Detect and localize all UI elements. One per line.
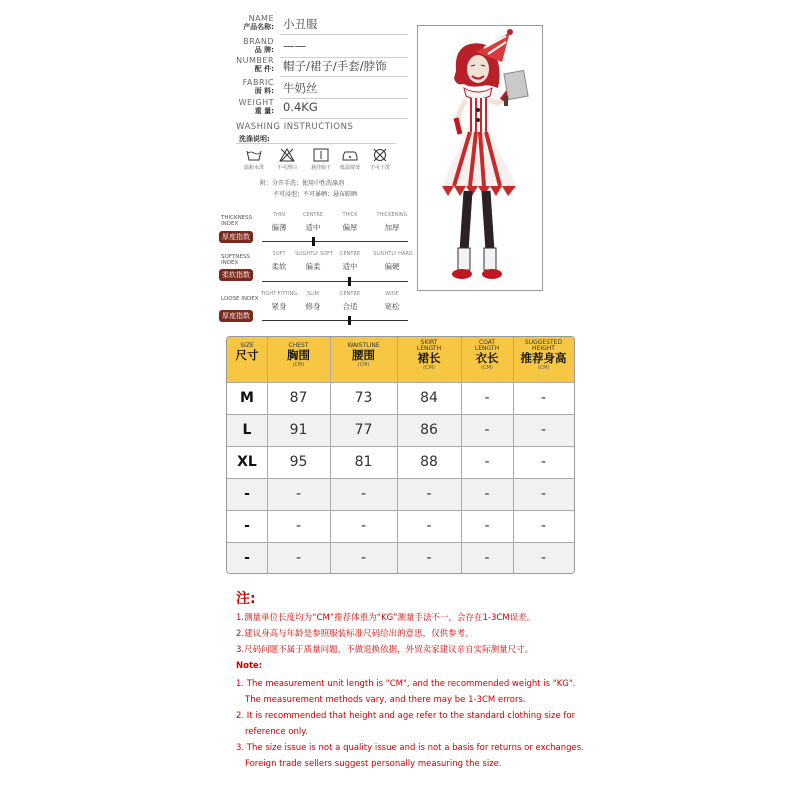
header-cn: 尺寸 bbox=[235, 348, 259, 362]
table-cell: 84 bbox=[420, 390, 438, 406]
scale-option-en: CENTRE bbox=[339, 291, 361, 297]
no-bleach-icon bbox=[279, 147, 295, 161]
info-label-cn: 品 牌: bbox=[254, 46, 274, 54]
softness-index-title: SOFTNESS INDEX bbox=[221, 254, 250, 266]
table-cell: - bbox=[360, 550, 367, 566]
scale-marker bbox=[312, 237, 315, 246]
notes-title-en: Note: bbox=[236, 661, 263, 671]
info-label-en: BRAND bbox=[243, 37, 274, 46]
table-cell: - bbox=[360, 486, 367, 502]
grid-line bbox=[227, 382, 574, 383]
info-label-en: WEIGHT bbox=[238, 98, 274, 107]
scale-option-cn: 紧身 bbox=[271, 302, 287, 311]
scale-option-cn: 偏柔 bbox=[305, 262, 321, 271]
table-cell: - bbox=[484, 422, 490, 438]
info-label-en: FABRIC bbox=[242, 78, 274, 87]
table-cell: - bbox=[426, 486, 432, 502]
table-row bbox=[227, 542, 574, 574]
info-row-number bbox=[232, 56, 412, 78]
note-en-block bbox=[236, 676, 584, 772]
header-cn: 推荐身高 bbox=[520, 351, 567, 365]
thickness-index-title: THICKNESS INDEX bbox=[221, 215, 253, 227]
header-en: SUGGESTED HEIGHT bbox=[524, 339, 563, 352]
grid-line bbox=[227, 478, 574, 479]
divider bbox=[280, 76, 408, 77]
table-cell: - bbox=[295, 550, 302, 566]
grid-line bbox=[330, 337, 331, 573]
scale-option-en: THICKENING bbox=[376, 212, 408, 218]
grid-line bbox=[227, 414, 574, 415]
loose-index-badge: 厚度指数 bbox=[219, 310, 253, 322]
divider bbox=[280, 34, 408, 35]
table-cell: - bbox=[540, 518, 547, 534]
scale-option-cn: 宽松 bbox=[384, 302, 400, 311]
scale-option-en: CENTRE bbox=[302, 212, 324, 218]
scale-option-cn: 柔软 bbox=[271, 262, 287, 271]
note-en-line: 1. The measurement unit length is "CM", and the recommended weight is "KG". bbox=[236, 679, 576, 689]
table-cell: - bbox=[540, 486, 547, 502]
table-header bbox=[227, 337, 574, 382]
header-unit: (CM) bbox=[292, 362, 305, 368]
scale-option-en: THIN bbox=[272, 212, 286, 218]
grid-line bbox=[227, 510, 574, 511]
table-header-cell bbox=[330, 337, 397, 382]
scale-bar bbox=[262, 320, 408, 321]
table-cell: 95 bbox=[289, 454, 308, 470]
note-en-line: reference only. bbox=[245, 727, 308, 737]
thickness-index-badge: 厚度指数 bbox=[219, 231, 253, 243]
table-cell: 87 bbox=[289, 390, 308, 406]
table-cell: - bbox=[484, 390, 490, 406]
size-table bbox=[226, 336, 575, 574]
note-en-line: Foreign trade sellers suggest personally measuring the size. bbox=[245, 759, 502, 769]
scale-option-en: SLIGHTLY SOFT bbox=[295, 251, 333, 257]
note-cn-line: 3.尺码问题不属于质量问题，不做退换依据，外贸卖家建议亲自实际测量尺寸。 bbox=[236, 645, 534, 655]
table-cell: - bbox=[540, 390, 547, 406]
scale-marker bbox=[348, 277, 351, 286]
scale-option-cn: 适中 bbox=[305, 223, 321, 232]
table-cell: 88 bbox=[420, 454, 438, 470]
note-en-line: The measurement methods vary, and there may be 1-3CM errors. bbox=[245, 695, 526, 705]
scale-option-en: CENTRE bbox=[339, 251, 361, 257]
table-header-cell bbox=[513, 337, 574, 382]
table-cell: - bbox=[484, 486, 490, 502]
table-cell: - bbox=[360, 518, 367, 534]
table-cell: - bbox=[540, 454, 547, 470]
note-cn-line: 1.测量单位长度均为“CM”推荐体重为“KG”测量手法不一，会存在1-3CM误差。 bbox=[236, 613, 536, 623]
table-row bbox=[227, 510, 574, 542]
info-label-cn: 重 量: bbox=[254, 107, 274, 115]
header-unit: (CM) bbox=[481, 365, 493, 371]
scale-option-en: SOFT bbox=[272, 251, 286, 257]
loose-index-title: LOOSE INDEX bbox=[221, 296, 259, 302]
table-cell: - bbox=[484, 518, 490, 534]
table-cell: 77 bbox=[354, 422, 373, 438]
scale-option-en: SLIM bbox=[307, 291, 319, 297]
info-label-cn: 面 料: bbox=[254, 87, 274, 95]
table-cell: - bbox=[484, 454, 490, 470]
info-value-name: 小丑服 bbox=[283, 17, 318, 31]
scale-bar bbox=[262, 281, 408, 282]
header-cn: 裙长 bbox=[417, 351, 441, 365]
table-row bbox=[227, 446, 574, 478]
info-row-weight bbox=[232, 98, 412, 120]
table-header-cell bbox=[461, 337, 513, 382]
header-en: COAT LENGTH bbox=[474, 339, 500, 352]
scale-option-cn: 加厚 bbox=[384, 223, 400, 232]
table-cell: - bbox=[295, 518, 302, 534]
divider bbox=[236, 143, 396, 144]
scale-option-en: SLIGHTLY HARD bbox=[373, 251, 413, 257]
header-en: WAISTLINE bbox=[347, 342, 380, 349]
washing-title-cn: 洗涤说明: bbox=[239, 135, 270, 143]
table-cell: 81 bbox=[354, 454, 373, 470]
header-unit: (CM) bbox=[357, 362, 370, 368]
scale-option-cn: 偏厚 bbox=[342, 223, 358, 232]
table-cell: - bbox=[484, 550, 490, 566]
notes-title-cn: 注: bbox=[236, 591, 256, 607]
no-dry-clean-icon bbox=[372, 147, 388, 161]
grid-line bbox=[461, 337, 462, 573]
wash-icon-label: 温和水洗 bbox=[243, 165, 264, 171]
header-cn: 腰围 bbox=[352, 348, 375, 362]
note-en-line: 3. The size issue is not a quality issue and is not a basis for returns or exchanges. bbox=[236, 743, 584, 753]
scale-option-cn: 适中 bbox=[342, 262, 358, 271]
header-en: CHEST bbox=[288, 342, 309, 349]
table-cell: - bbox=[540, 550, 547, 566]
scale-option-cn: 合适 bbox=[342, 302, 358, 311]
table-cell: - bbox=[295, 486, 302, 502]
washing-note: 附：分开手洗；使用中性洗涤剂 bbox=[260, 180, 345, 187]
product-photo bbox=[417, 25, 543, 291]
softness-index-badge: 柔软指数 bbox=[219, 269, 253, 281]
table-cell: 91 bbox=[289, 422, 308, 438]
table-header-cell bbox=[227, 337, 267, 382]
table-cell: - bbox=[426, 518, 432, 534]
info-label-cn: 产品名称: bbox=[243, 23, 274, 31]
info-label-cn: 配 件: bbox=[254, 65, 274, 73]
table-cell: M bbox=[240, 390, 254, 406]
scale-option-cn: 修身 bbox=[305, 302, 321, 311]
table-cell: 73 bbox=[354, 390, 373, 406]
scale-option-en: WIDE bbox=[385, 291, 399, 297]
table-cell: - bbox=[244, 518, 250, 534]
table-cell: - bbox=[244, 486, 250, 502]
scale-option-en: THICK bbox=[342, 212, 358, 218]
wash-icon-label: 不可干洗 bbox=[369, 165, 390, 171]
note-cn-line: 2.建议身高与年龄是参照服装标准尺码给出的意思，仅供参考。 bbox=[236, 629, 474, 639]
table-cell: - bbox=[244, 550, 250, 566]
table-cell: 86 bbox=[420, 422, 438, 438]
table-header-cell bbox=[267, 337, 330, 382]
grid-line bbox=[227, 446, 574, 447]
table-row bbox=[227, 414, 574, 446]
header-cn: 胸围 bbox=[287, 348, 310, 362]
scale-option-en: TIGHT FITTING bbox=[260, 291, 298, 297]
divider bbox=[280, 118, 408, 119]
header-en: SIZE bbox=[240, 342, 254, 349]
header-unit: (CM) bbox=[423, 365, 435, 371]
grid-line bbox=[513, 337, 514, 573]
table-cell: XL bbox=[237, 454, 257, 470]
table-row bbox=[227, 478, 574, 510]
info-label-en: NUMBER bbox=[236, 56, 274, 65]
scale-marker bbox=[348, 316, 351, 325]
info-value-brand: —— bbox=[283, 39, 306, 53]
table-cell: L bbox=[242, 422, 252, 438]
grid-line bbox=[397, 337, 398, 573]
info-label-en: NAME bbox=[248, 14, 274, 23]
scale-bar bbox=[262, 241, 408, 242]
note-en-line: 2. It is recommended that height and age refer to the standard clothing size for bbox=[236, 711, 576, 721]
table-cell: - bbox=[426, 550, 432, 566]
header-en: SKIRT LENGTH bbox=[416, 339, 442, 352]
wash-icon-label: 低温熨烫 bbox=[339, 165, 360, 171]
info-row-fabric bbox=[232, 78, 412, 100]
info-row-name bbox=[232, 14, 412, 36]
table-cell: - bbox=[540, 422, 547, 438]
grid-line bbox=[267, 337, 268, 573]
low-iron-icon bbox=[342, 147, 358, 161]
hang-dry-icon bbox=[313, 147, 329, 161]
scale-option-cn: 偏薄 bbox=[271, 223, 287, 232]
info-value-fabric: 牛奶丝 bbox=[283, 81, 318, 95]
header-cn: 衣长 bbox=[475, 351, 499, 365]
info-value-weight: 0.4KG bbox=[283, 100, 318, 114]
info-value-number: 帽子/裙子/手套/脖饰 bbox=[283, 59, 387, 73]
wash-icon-label: 不可漂白 bbox=[276, 165, 297, 171]
table-header-cell bbox=[397, 337, 461, 382]
header-unit: (CM) bbox=[537, 365, 550, 371]
grid-line bbox=[227, 542, 574, 543]
wash-icon-label: 悬挂晾干 bbox=[310, 165, 331, 171]
washing-note: 不可浸泡；不可暴晒；悬布晾晒 bbox=[273, 191, 358, 198]
scale-option-cn: 偏硬 bbox=[384, 262, 400, 271]
hand-wash-icon bbox=[246, 147, 262, 161]
washing-title-en: WASHING INSTRUCTIONS bbox=[236, 122, 354, 132]
table-row bbox=[227, 382, 574, 414]
